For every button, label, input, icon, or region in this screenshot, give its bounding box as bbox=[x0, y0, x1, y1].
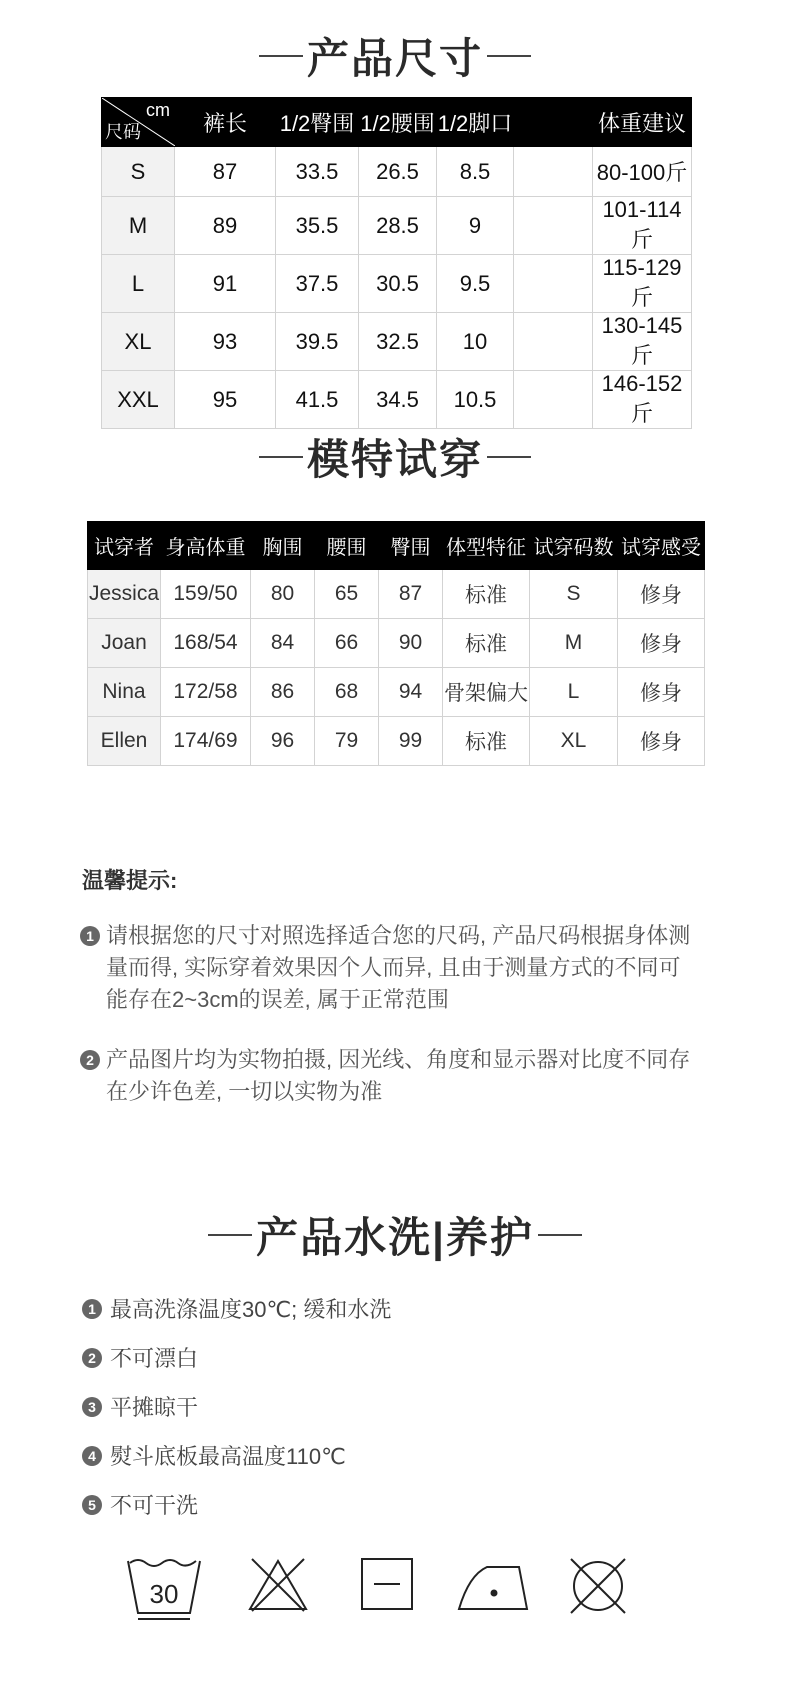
care-text: 平摊晾干 bbox=[110, 1395, 199, 1420]
tip-item bbox=[80, 920, 700, 1016]
table-cell: 172/58 bbox=[161, 668, 251, 717]
table-cell: 168/54 bbox=[161, 619, 251, 668]
tips-title: 温馨提示: bbox=[82, 868, 178, 893]
table-cell: 95 bbox=[175, 371, 276, 429]
table-cell: 90 bbox=[379, 619, 443, 668]
table-cell: 33.5 bbox=[276, 147, 359, 197]
col-header: 体重建议 bbox=[593, 98, 692, 147]
table-cell: 标准 bbox=[443, 570, 530, 619]
table-cell: 10.5 bbox=[437, 371, 514, 429]
table-cell: 96 bbox=[251, 717, 315, 766]
table-cell: 79 bbox=[315, 717, 379, 766]
number-badge-icon: 3 bbox=[82, 1397, 102, 1417]
table-cell: M bbox=[530, 619, 618, 668]
number-badge-icon: 5 bbox=[82, 1495, 102, 1515]
col-header: 腰围 bbox=[315, 522, 379, 570]
size-section-title: 产品尺寸 bbox=[0, 26, 790, 86]
care-item bbox=[82, 1342, 198, 1373]
row-label-cell: XL bbox=[102, 313, 175, 371]
tip-item bbox=[80, 1044, 700, 1108]
table-row bbox=[102, 255, 692, 313]
table-cell: 93 bbox=[175, 313, 276, 371]
table-cell: 修身 bbox=[618, 570, 705, 619]
table-cell: 34.5 bbox=[359, 371, 437, 429]
col-header: 体型特征 bbox=[443, 522, 530, 570]
col-header: 1/2脚口 bbox=[437, 98, 514, 147]
number-badge-icon: 1 bbox=[82, 1299, 102, 1319]
table-cell bbox=[514, 255, 593, 313]
model-table-header-row bbox=[88, 522, 705, 570]
table-row bbox=[88, 717, 705, 766]
table-cell: 68 bbox=[315, 668, 379, 717]
table-row bbox=[88, 570, 705, 619]
table-cell bbox=[514, 313, 593, 371]
no-bleach-icon bbox=[248, 1555, 308, 1615]
table-cell: 130-145斤 bbox=[593, 313, 692, 371]
col-header bbox=[514, 98, 593, 147]
col-header: 臀围 bbox=[379, 522, 443, 570]
table-cell bbox=[514, 147, 593, 197]
care-item bbox=[82, 1489, 198, 1520]
model-section-title: 模特试穿 bbox=[0, 427, 790, 487]
col-header: 身高体重 bbox=[161, 522, 251, 570]
row-label-cell: L bbox=[102, 255, 175, 313]
table-cell: XL bbox=[530, 717, 618, 766]
table-cell: 146-152斤 bbox=[593, 371, 692, 429]
row-label-cell: XXL bbox=[102, 371, 175, 429]
table-cell: 37.5 bbox=[276, 255, 359, 313]
table-cell: 101-114斤 bbox=[593, 197, 692, 255]
table-cell: 99 bbox=[379, 717, 443, 766]
table-cell bbox=[514, 371, 593, 429]
row-label-cell: Ellen bbox=[88, 717, 161, 766]
number-badge-icon: 2 bbox=[80, 1050, 100, 1070]
table-cell: 86 bbox=[251, 668, 315, 717]
table-cell: 32.5 bbox=[359, 313, 437, 371]
table-cell: 94 bbox=[379, 668, 443, 717]
row-label-cell: S bbox=[102, 147, 175, 197]
care-section-title: 产品水洗|养护 bbox=[0, 1205, 790, 1265]
col-header: 试穿码数 bbox=[530, 522, 618, 570]
row-label-cell: M bbox=[102, 197, 175, 255]
table-cell: 87 bbox=[379, 570, 443, 619]
tip-text: 请根据您的尺寸对照选择适合您的尺码, 产品尺码根据身体测量而得, 实际穿着效果因个人而异, 且由于测量方式的不同可能存在2~3cm的误差, 属于正常范围 bbox=[106, 923, 691, 1012]
col-header: 试穿者 bbox=[88, 522, 161, 570]
care-item bbox=[82, 1440, 346, 1471]
col-header: 裤长 bbox=[175, 98, 276, 147]
table-row bbox=[102, 313, 692, 371]
size-table bbox=[101, 97, 692, 429]
care-text: 熨斗底板最高温度110℃ bbox=[110, 1444, 346, 1469]
number-badge-icon: 1 bbox=[80, 926, 100, 946]
size-table-header-row bbox=[102, 98, 692, 147]
number-badge-icon: 4 bbox=[82, 1446, 102, 1466]
table-cell: 9.5 bbox=[437, 255, 514, 313]
table-row bbox=[102, 197, 692, 255]
table-cell: 标准 bbox=[443, 717, 530, 766]
table-row bbox=[88, 619, 705, 668]
table-row bbox=[102, 147, 692, 197]
table-cell: 35.5 bbox=[276, 197, 359, 255]
table-cell: 30.5 bbox=[359, 255, 437, 313]
col-header: 试穿感受 bbox=[618, 522, 705, 570]
table-cell: 80 bbox=[251, 570, 315, 619]
table-cell: 41.5 bbox=[276, 371, 359, 429]
row-label-cell: Jessica bbox=[88, 570, 161, 619]
tip-text: 产品图片均为实物拍摄, 因光线、角度和显示器对比度不同存在少许色差, 一切以实物为准 bbox=[106, 1047, 691, 1104]
col-header: 胸围 bbox=[251, 522, 315, 570]
table-cell: 9 bbox=[437, 197, 514, 255]
table-cell: 65 bbox=[315, 570, 379, 619]
table-cell: 标准 bbox=[443, 619, 530, 668]
table-cell: 159/50 bbox=[161, 570, 251, 619]
size-corner-header: cm 尺码 bbox=[102, 98, 175, 147]
care-item bbox=[82, 1293, 391, 1324]
row-label-cell: Nina bbox=[88, 668, 161, 717]
table-cell: 66 bbox=[315, 619, 379, 668]
table-cell: 39.5 bbox=[276, 313, 359, 371]
dry-flat-icon bbox=[360, 1555, 414, 1611]
model-table bbox=[87, 521, 705, 766]
table-cell bbox=[514, 197, 593, 255]
table-cell: 91 bbox=[175, 255, 276, 313]
care-item bbox=[82, 1391, 198, 1422]
no-dry-clean-icon bbox=[567, 1555, 629, 1617]
table-cell: 修身 bbox=[618, 717, 705, 766]
table-cell: 修身 bbox=[618, 619, 705, 668]
table-cell: 80-100斤 bbox=[593, 147, 692, 197]
table-cell: 84 bbox=[251, 619, 315, 668]
table-cell: S bbox=[530, 570, 618, 619]
care-text: 不可漂白 bbox=[110, 1346, 199, 1371]
row-label-cell: Joan bbox=[88, 619, 161, 668]
table-cell: 8.5 bbox=[437, 147, 514, 197]
table-cell: 115-129斤 bbox=[593, 255, 692, 313]
number-badge-icon: 2 bbox=[82, 1348, 102, 1368]
care-text: 不可干洗 bbox=[110, 1493, 199, 1518]
col-header: 1/2腰围 bbox=[359, 98, 437, 147]
table-cell: 修身 bbox=[618, 668, 705, 717]
care-text: 最高洗涤温度30℃; 缓和水洗 bbox=[110, 1297, 392, 1322]
table-cell: 87 bbox=[175, 147, 276, 197]
col-header: 1/2臀围 bbox=[276, 98, 359, 147]
table-cell: 10 bbox=[437, 313, 514, 371]
table-cell: 骨架偏大 bbox=[443, 668, 530, 717]
table-cell: 26.5 bbox=[359, 147, 437, 197]
table-cell: 28.5 bbox=[359, 197, 437, 255]
table-row bbox=[102, 371, 692, 429]
table-row bbox=[88, 668, 705, 717]
table-cell: L bbox=[530, 668, 618, 717]
table-cell: 174/69 bbox=[161, 717, 251, 766]
table-cell: 89 bbox=[175, 197, 276, 255]
wash-30-icon bbox=[126, 1555, 202, 1623]
iron-low-icon bbox=[457, 1555, 529, 1615]
svg-text:30: 30 bbox=[149, 1579, 179, 1609]
